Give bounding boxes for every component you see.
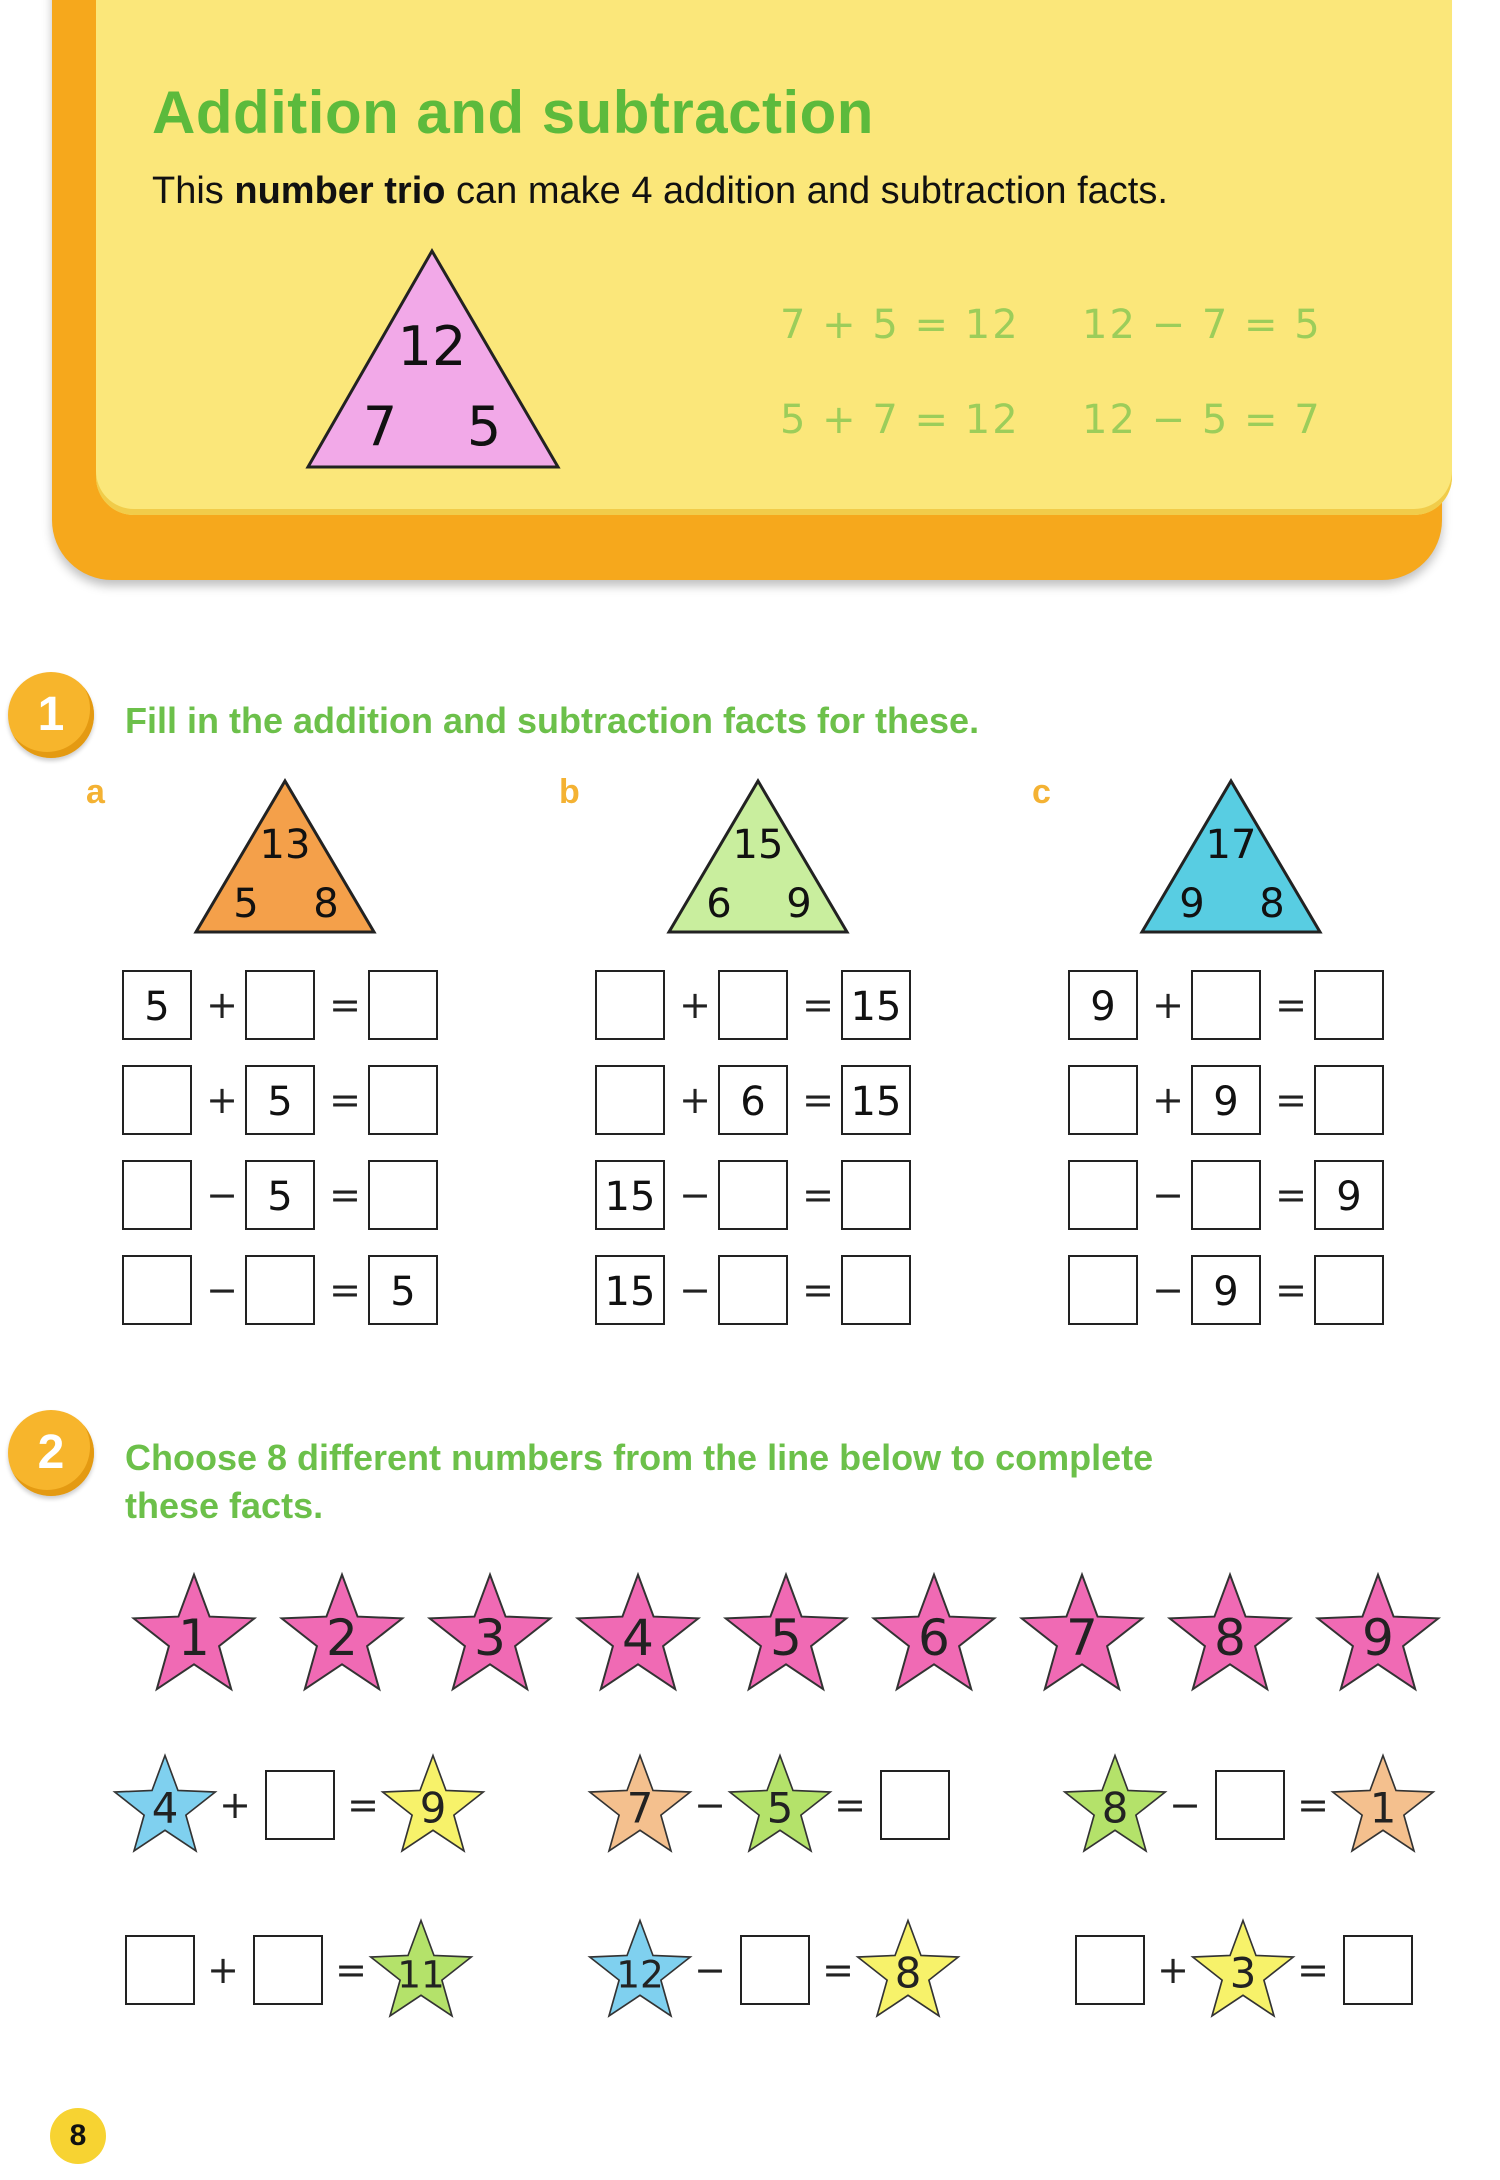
operator-sign: − — [206, 1268, 238, 1312]
fact-star — [1188, 1915, 1298, 2025]
answer-box[interactable] — [740, 1935, 810, 2005]
answer-box[interactable] — [595, 970, 665, 1040]
answer-box[interactable] — [368, 1160, 438, 1230]
answer-box[interactable] — [841, 1255, 911, 1325]
equals-sign: = — [329, 1268, 361, 1312]
fact-star — [585, 1750, 695, 1860]
answer-box[interactable] — [122, 1160, 192, 1230]
question-1-text: Fill in the addition and subtraction facts for these. — [125, 700, 980, 741]
triangle-right-number: 8 — [1259, 881, 1285, 927]
operator-sign: + — [219, 1783, 251, 1827]
intro-text-bold: number trio — [234, 170, 446, 212]
number-line-star — [1164, 1568, 1296, 1700]
example-triangle — [300, 245, 570, 475]
fact-star — [1060, 1750, 1170, 1860]
answer-box: 9 — [1068, 970, 1138, 1040]
answer-box: 5 — [368, 1255, 438, 1325]
equals-sign: = — [1275, 1173, 1307, 1217]
answer-box[interactable] — [1343, 1935, 1413, 2005]
equals-sign: = — [329, 983, 361, 1027]
answer-box[interactable] — [265, 1770, 335, 1840]
answer-box: 15 — [841, 970, 911, 1040]
part-label: a — [86, 773, 105, 811]
fact-star — [110, 1750, 220, 1860]
operator-sign: − — [1152, 1268, 1184, 1312]
answer-box[interactable] — [1075, 1935, 1145, 2005]
answer-box[interactable] — [1068, 1160, 1138, 1230]
star-number: 12 — [616, 1952, 664, 1997]
answer-box[interactable] — [1314, 970, 1384, 1040]
star-number: 9 — [419, 1783, 447, 1833]
star-number: 4 — [151, 1783, 179, 1833]
equals-sign: = — [802, 983, 834, 1027]
answer-box: 5 — [122, 970, 192, 1040]
part-label: b — [559, 773, 580, 811]
answer-box[interactable] — [1191, 970, 1261, 1040]
star-number: 1 — [178, 1608, 210, 1668]
number-line-star — [868, 1568, 1000, 1700]
triangle-left-number: 9 — [1179, 881, 1205, 927]
answer-box: 9 — [1314, 1160, 1384, 1230]
intro-text-start: This — [152, 170, 235, 212]
answer-box[interactable] — [841, 1160, 911, 1230]
answer-box[interactable] — [368, 1065, 438, 1135]
part-label: c — [1032, 773, 1051, 811]
number-trio-triangle — [192, 778, 382, 938]
fact-star — [366, 1915, 476, 2025]
answer-box[interactable] — [245, 970, 315, 1040]
operator-sign: + — [207, 1948, 239, 1992]
operator-sign: + — [1152, 1078, 1184, 1122]
equals-sign: = — [347, 1783, 379, 1827]
example-fact: 12 − 7 = 5 — [1082, 302, 1322, 348]
equals-sign: = — [329, 1173, 361, 1217]
number-line-star — [128, 1568, 260, 1700]
star-number: 9 — [1362, 1608, 1394, 1668]
star-number: 2 — [326, 1608, 358, 1668]
triangle-left-number: 6 — [706, 881, 732, 927]
intro-text — [152, 170, 1168, 213]
equals-sign: = — [834, 1783, 866, 1827]
example-triangle-right: 5 — [466, 395, 502, 458]
answer-box[interactable] — [245, 1255, 315, 1325]
fact-star — [853, 1915, 963, 2025]
equals-sign: = — [1275, 1268, 1307, 1312]
number-line-star — [572, 1568, 704, 1700]
star-number: 8 — [1214, 1608, 1246, 1668]
example-fact: 12 − 5 = 7 — [1082, 397, 1322, 443]
operator-sign: + — [206, 1078, 238, 1122]
operator-sign: + — [206, 983, 238, 1027]
equals-sign: = — [335, 1948, 367, 1992]
equals-sign: = — [1297, 1948, 1329, 1992]
answer-box[interactable] — [253, 1935, 323, 2005]
answer-box[interactable] — [122, 1065, 192, 1135]
example-triangle-top: 12 — [397, 315, 467, 378]
answer-box: 5 — [245, 1065, 315, 1135]
triangle-top-number: 13 — [259, 822, 311, 868]
fact-star — [1328, 1750, 1438, 1860]
triangle-top-number: 15 — [732, 822, 784, 868]
star-number: 5 — [770, 1608, 802, 1668]
question-1-number: 1 — [8, 672, 94, 758]
equals-sign: = — [1297, 1783, 1329, 1827]
answer-box[interactable] — [1314, 1065, 1384, 1135]
answer-box: 9 — [1191, 1255, 1261, 1325]
answer-box: 15 — [595, 1160, 665, 1230]
number-trio-triangle — [665, 778, 855, 938]
star-number: 1 — [1369, 1783, 1397, 1833]
star-number: 11 — [397, 1952, 445, 1997]
operator-sign: − — [1152, 1173, 1184, 1217]
number-line-star — [276, 1568, 408, 1700]
answer-box[interactable] — [122, 1255, 192, 1325]
operator-sign: − — [206, 1173, 238, 1217]
example-fact: 5 + 7 = 12 — [780, 397, 1020, 443]
number-line-star — [424, 1568, 556, 1700]
page-number: 8 — [50, 2108, 106, 2164]
equals-sign: = — [802, 1078, 834, 1122]
operator-sign: − — [694, 1783, 726, 1827]
answer-box[interactable] — [125, 1935, 195, 2005]
number-line-star — [1016, 1568, 1148, 1700]
star-number: 3 — [474, 1608, 506, 1668]
triangle-top-number: 17 — [1205, 822, 1257, 868]
equals-sign: = — [802, 1173, 834, 1217]
operator-sign: + — [1152, 983, 1184, 1027]
answer-box[interactable] — [595, 1065, 665, 1135]
operator-sign: − — [679, 1268, 711, 1312]
star-number: 8 — [1101, 1783, 1129, 1833]
operator-sign: + — [1157, 1948, 1189, 1992]
question-2-text — [125, 1434, 1153, 1530]
answer-box[interactable] — [1314, 1255, 1384, 1325]
triangle-left-number: 5 — [233, 881, 259, 927]
example-triangle-left: 7 — [362, 395, 398, 458]
answer-box[interactable] — [718, 1255, 788, 1325]
star-number: 7 — [626, 1783, 654, 1833]
number-line-star — [1312, 1568, 1444, 1700]
star-number: 7 — [1066, 1608, 1098, 1668]
page-title: Addition and subtraction — [152, 79, 874, 146]
answer-box: 9 — [1191, 1065, 1261, 1135]
fact-star — [378, 1750, 488, 1860]
star-number: 3 — [1229, 1948, 1257, 1998]
equals-sign: = — [822, 1948, 854, 1992]
example-fact: 7 + 5 = 12 — [780, 302, 1020, 348]
star-number: 6 — [918, 1608, 950, 1668]
star-number: 8 — [894, 1948, 922, 1998]
triangle-right-number: 8 — [313, 881, 339, 927]
star-number: 5 — [766, 1783, 794, 1833]
answer-box[interactable] — [880, 1770, 950, 1840]
equals-sign: = — [1275, 983, 1307, 1027]
number-trio-triangle — [1138, 778, 1328, 938]
number-line-star — [720, 1568, 852, 1700]
answer-box: 15 — [841, 1065, 911, 1135]
answer-box: 15 — [595, 1255, 665, 1325]
answer-box[interactable] — [718, 970, 788, 1040]
equals-sign: = — [1275, 1078, 1307, 1122]
answer-box: 5 — [245, 1160, 315, 1230]
answer-box: 6 — [718, 1065, 788, 1135]
triangle-right-number: 9 — [786, 881, 812, 927]
equals-sign: = — [802, 1268, 834, 1312]
question-2-text-line2: these facts. — [125, 1485, 324, 1526]
operator-sign: − — [1169, 1783, 1201, 1827]
operator-sign: − — [679, 1173, 711, 1217]
intro-text-end: can make 4 addition and subtraction facts. — [445, 170, 1168, 212]
fact-star — [585, 1915, 695, 2025]
operator-sign: + — [679, 983, 711, 1027]
question-2-number: 2 — [8, 1410, 94, 1496]
fact-star — [725, 1750, 835, 1860]
answer-box[interactable] — [1191, 1160, 1261, 1230]
answer-box[interactable] — [368, 970, 438, 1040]
answer-box[interactable] — [718, 1160, 788, 1230]
operator-sign: − — [694, 1948, 726, 1992]
answer-box[interactable] — [1068, 1065, 1138, 1135]
equals-sign: = — [329, 1078, 361, 1122]
star-number: 4 — [622, 1608, 654, 1668]
answer-box[interactable] — [1215, 1770, 1285, 1840]
answer-box[interactable] — [1068, 1255, 1138, 1325]
operator-sign: + — [679, 1078, 711, 1122]
question-2-text-line1: Choose 8 different numbers from the line below to complete — [125, 1437, 1154, 1478]
